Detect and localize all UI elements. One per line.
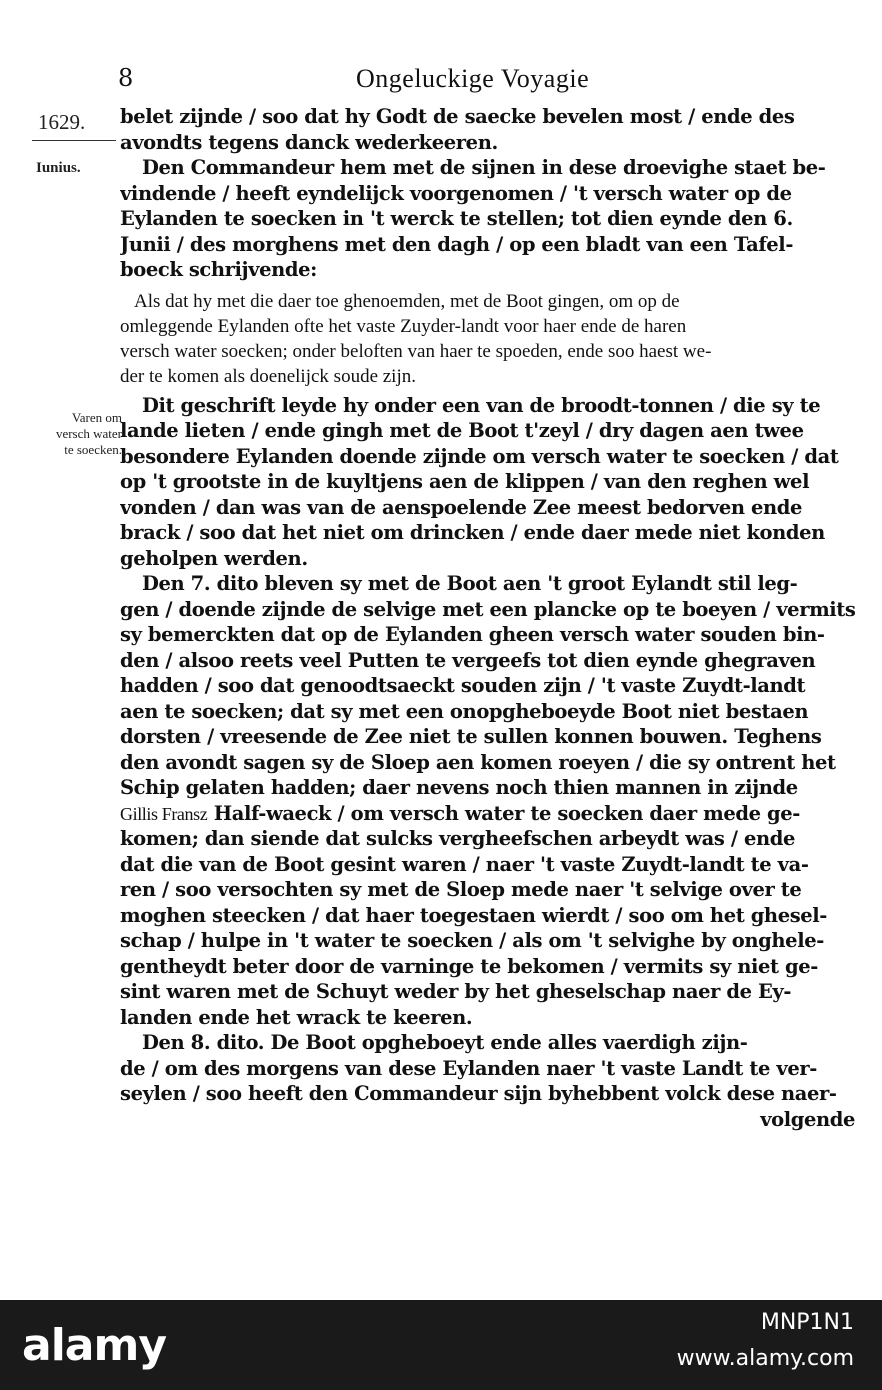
text-line: versch water soecken; onder beloften van haer te spoeden, ende soo haest we- — [120, 340, 712, 362]
running-header — [0, 64, 882, 98]
image-code: MNP1N1 — [760, 1310, 854, 1335]
text-line: Schip gelaten hadden; daer nevens noch thien mannen in zijnde — [120, 776, 798, 799]
text-line: vindende / heeft eyndelijck voorgenomen / 't versch water op de — [120, 181, 792, 205]
text-line: belet zijnde / soo dat hy Godt de saecke bevelen most / ende des — [120, 105, 795, 128]
page-number: 8 — [118, 64, 134, 92]
text-line: sint waren met de Schuyt weder by het gheselschap naer de Ey- — [120, 980, 792, 1003]
text-line: den / alsoo reets veel Putten te vergeefs tot dien eynde ghegraven — [120, 648, 816, 672]
text-line: vonden / dan was van de aenspoelende Zee meest bedorven ende — [120, 495, 803, 519]
text-line: schap / hulpe in 't water te soecken / als om 't selvighe by onghele- — [120, 929, 824, 952]
catchword: volgende — [760, 1107, 855, 1131]
text-line: geholpen werden. — [120, 546, 308, 570]
text-line: omleggende Eylanden ofte het vaste Zuyder-landt voor haer ende de haren — [120, 315, 687, 337]
text-line: besondere Eylanden doende zijnde om versch water te soecken / dat — [120, 444, 839, 468]
running-title: Ongeluckige Voyagie — [356, 64, 590, 93]
person-name: Gillis Fransz — [120, 803, 208, 824]
margin-year: 1629. — [38, 110, 86, 134]
margin-side-note — [26, 410, 122, 458]
side-note-line: versch water — [55, 426, 122, 441]
source-url: www.alamy.com — [676, 1346, 854, 1371]
text-line: dorsten / vreesende de Zee niet te sullen konnen bouwen. Teghens — [120, 725, 822, 748]
text-line: gentheydt beter door de varninge te bekomen / vermits sy niet ge- — [120, 954, 818, 978]
text-line: brack / soo dat het niet om drincken / ende daer mede niet konden — [120, 521, 825, 544]
text-line: Den Commandeur hem met de sijnen in dese droevighe staet be- — [142, 156, 826, 179]
text-line: Als dat hy met die daer toe ghenoemden, met de Boot gingen, om op de — [134, 290, 680, 312]
text-line: gen / doende zijnde de selvige met een plancke op te boeyen / vermits — [120, 597, 855, 621]
quoted-note — [120, 289, 855, 389]
paragraph — [120, 1030, 855, 1132]
text-line: Eylanden te soecken in 't werck te stellen; tot dien eynde den 6. — [120, 207, 793, 230]
text-line: op 't grootste in de kuyltjens aen de klippen / van den reghen wel — [120, 470, 810, 493]
margin-rule — [32, 140, 116, 141]
text-line: der te komen als doenelijck soude zijn. — [120, 365, 416, 387]
paragraph — [120, 104, 855, 155]
text-line: boeck schrijvende: — [120, 258, 317, 281]
margin-month: Iunius. — [36, 160, 81, 176]
text-line: den avondt sagen sy de Sloep aen komen roeyen / die sy ontrent het — [120, 750, 836, 774]
paragraph — [120, 571, 855, 1030]
text-line — [120, 801, 855, 827]
brand-logo: alamy — [22, 1320, 166, 1371]
text-line: seylen / soo heeft den Commandeur sijn byhebbent volck dese naer- — [120, 1082, 837, 1105]
text-line: ren / soo versochten sy met de Sloep mede naer 't selvige over te — [120, 878, 802, 901]
text-line: Dit geschrift leyde hy onder een van de broodt-tonnen / die sy te — [142, 393, 821, 417]
text-line: hadden / soo dat genoodtsaeckt souden zijn / 't vaste Zuydt-landt — [120, 674, 806, 697]
text-line: lande lieten / ende gingh met de Boot t'zeyl / dry dagen aen twee — [120, 419, 804, 442]
text-line: landen ende het wrack te keeren. — [120, 1005, 473, 1029]
text-line: moghen steecken / dat haer toegestaen wierdt / soo om het ghesel- — [120, 903, 828, 927]
watermark-banner — [0, 1300, 882, 1390]
side-note-line: Varen om — [71, 410, 122, 425]
text-line: Junii / des morghens met den dagh / op een bladt van een Tafel- — [120, 232, 794, 256]
text-line: komen; dan siende dat sulcks vergheefschen arbeydt was / ende — [120, 827, 796, 850]
text-line: Den 8. dito. De Boot opgheboeyt ende alles vaerdigh zijn- — [142, 1031, 748, 1054]
text-line: avondts tegens danck wederkeeren. — [120, 130, 498, 154]
text-line: aen te soecken; dat sy met een onopgheboeyde Boot niet bestaen — [120, 699, 809, 723]
text-line: de / om des morgens van dese Eylanden naer 't vaste Landt te ver- — [120, 1056, 817, 1080]
paragraph — [120, 393, 855, 572]
body-text — [120, 104, 855, 1132]
text-line: dat die van de Boot gesint waren / naer 't vaste Zuydt-landt te va- — [120, 852, 809, 876]
side-note-line: te soecken. — [64, 442, 122, 457]
text-line: sy bemerckten dat op de Eylanden gheen versch water souden bin- — [120, 623, 825, 646]
text-fragment: Half-waeck / om versch water te soecken daer mede ge- — [213, 801, 800, 825]
text-line: Den 7. dito bleven sy met de Boot aen 't groot Eylandt stil leg- — [142, 572, 798, 595]
paragraph — [120, 155, 855, 283]
